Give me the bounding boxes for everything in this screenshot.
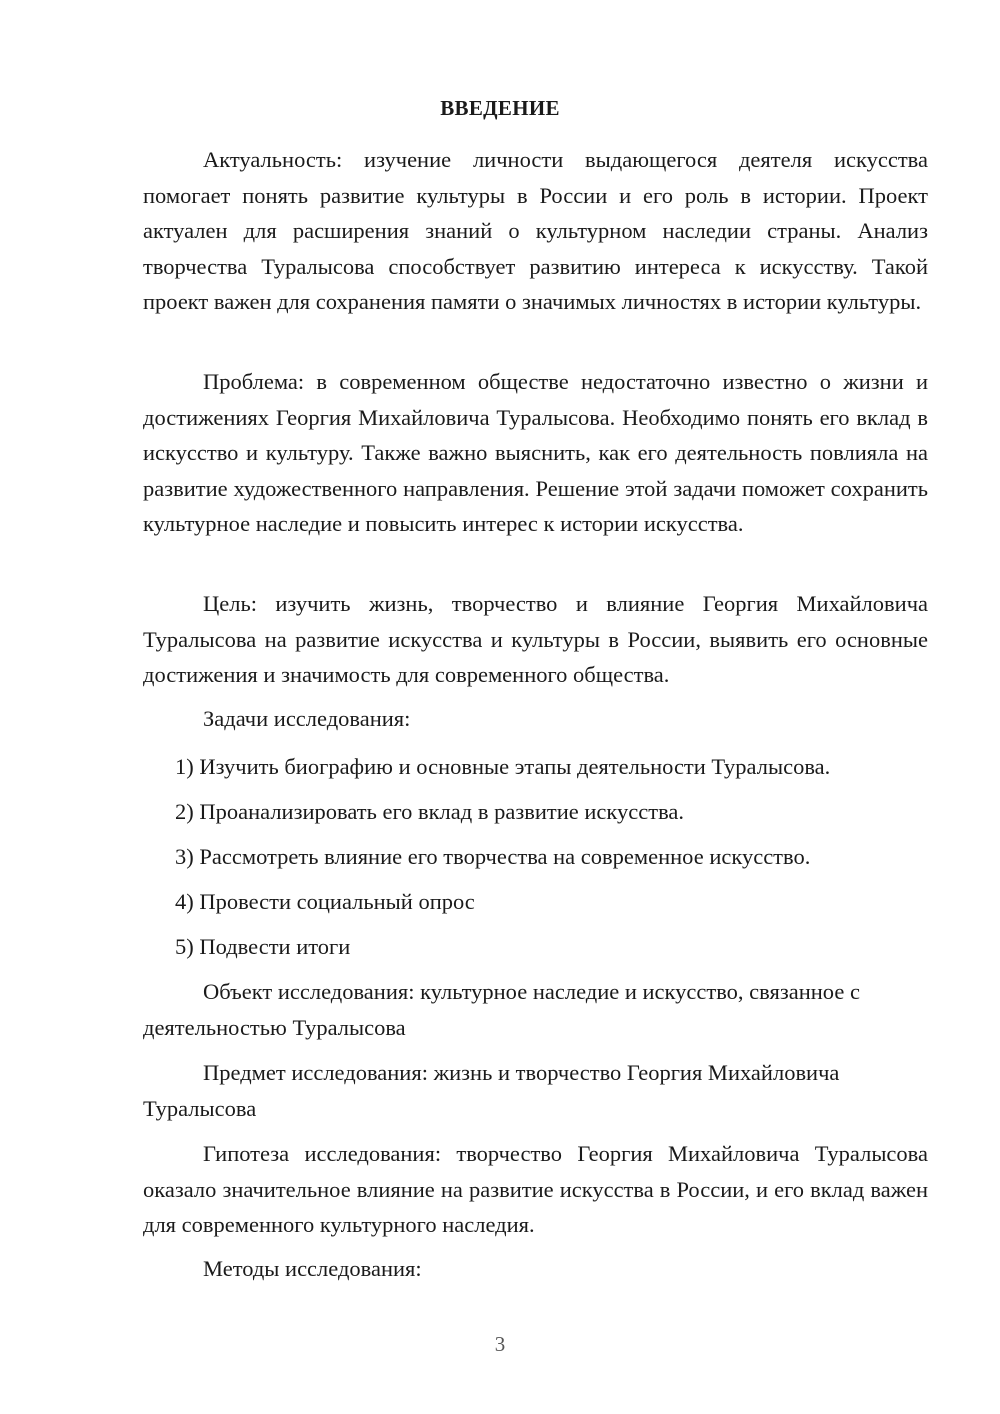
page-number: 3 xyxy=(494,1332,506,1356)
relevance-paragraph: Актуальность: изучение личности выдающегося деятеля искусства помогает понять развитие культуры в России и его роль в истории. Проект актуален для расширения знаний о культурном наследии страны. Анализ творчества Туралысова способствует развитию интереса к искусству. Такой проект важен для сохранения памяти о значимых личностях в истории культуры. xyxy=(143,147,928,314)
task-item-4: 4) Провести социальный опрос xyxy=(175,889,475,914)
task-item-3: 3) Рассмотреть влияние его творчества на современное искусство. xyxy=(175,844,811,869)
goal-paragraph: Цель: изучить жизнь, творчество и влияние Георгия Михайловича Туралысова на развитие искусства и культуры в России, выявить его основные достижения и значимость для современного общества. xyxy=(143,591,928,687)
hypothesis-paragraph: Гипотеза исследования: творчество Георгия Михайловича Туралысова оказало значительное влияние на развитие искусства в России, и его вклад важен для современного культурного наследия. xyxy=(143,1141,928,1237)
object-paragraph: Объект исследования: культурное наследие и искусство, связанное с деятельностью Туралысова xyxy=(143,979,860,1040)
tasks-label: Задачи исследования: xyxy=(203,706,411,731)
methods-label: Методы исследования: xyxy=(203,1256,422,1281)
task-item-5: 5) Подвести итоги xyxy=(175,934,351,959)
page-heading: ВВЕДЕНИЕ xyxy=(440,96,560,120)
task-item-2: 2) Проанализировать его вклад в развитие искусства. xyxy=(175,799,685,824)
task-item-1: 1) Изучить биографию и основные этапы деятельности Туралысова. xyxy=(175,754,831,779)
problem-paragraph: Проблема: в современном обществе недостаточно известно о жизни и достижениях Георгия Михайловича Туралысова. Необходимо понять его вклад в искусство и культуру. Также важно выяснить, как его деятельность повлияла на развитие художественного направления. Решение этой задачи поможет сохранить культурное наследие и повысить интерес к истории искусства. xyxy=(143,369,928,536)
subject-paragraph: Предмет исследования: жизнь и творчество Георгия Михайловича Туралысова xyxy=(143,1060,840,1121)
